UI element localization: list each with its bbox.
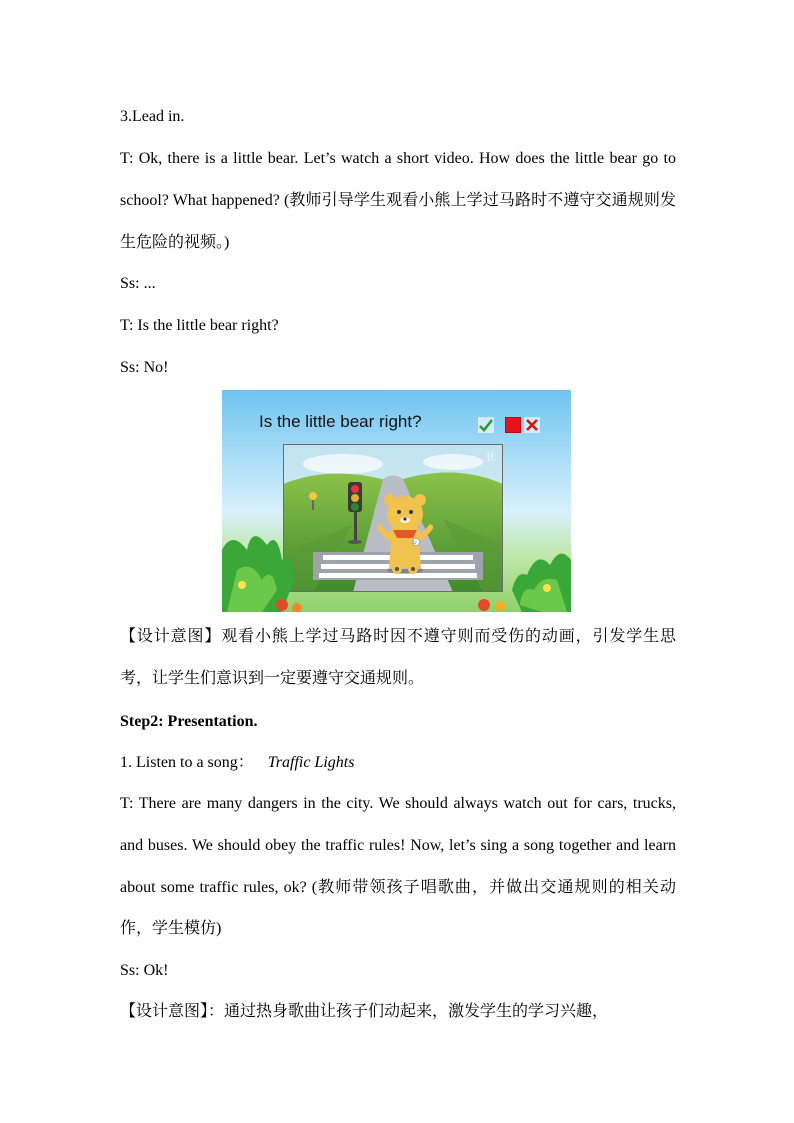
design-intent-2: 【设计意图】：通过热身歌曲让孩子们动起来，激发学生的学习兴趣， — [120, 1003, 609, 1020]
illustration-question: Is the little bear right? — [259, 412, 422, 431]
check-icon — [478, 417, 494, 433]
leaves-decoration — [222, 520, 571, 612]
teacher-line-3: T: There are many dangers in the city. We should always watch out for cars, trucks, and buses. We should obey the traffic rules! Now, let’s sing a song together and learn about some traffic rules, ok? (教师带领孩子唱歌曲，并做出交通规则的相关动作，学生模仿) — [120, 795, 676, 938]
listen-song-label: 1. Listen to a song： — [120, 754, 254, 771]
lesson-illustration — [222, 390, 571, 612]
teacher-line-1: T: Ok, there is a little bear. Let’s watch a short video. How does the little bear go to school? What happened? (教师引导学生观看小熊上学过马路时不遵守交通规则发生危险的视频。) — [120, 150, 676, 251]
students-line-3: Ss: Ok! — [120, 962, 169, 979]
students-line-2: Ss: No! — [120, 359, 169, 376]
cross-icon — [524, 417, 540, 433]
bear-badge: U — [413, 540, 417, 546]
lead-in-heading: 3.Lead in. — [120, 108, 185, 125]
step2-heading: Step2: Presentation. — [120, 713, 258, 730]
students-line-1: Ss: ... — [120, 275, 156, 292]
song-title: Traffic Lights — [267, 754, 355, 771]
red-box-icon — [505, 417, 521, 433]
video-watermark: 优 — [486, 452, 496, 463]
listen-song-line — [120, 753, 354, 773]
teacher-line-2: T: Is the little bear right? — [120, 317, 279, 334]
design-intent-1: 【设计意图】观看小熊上学过马路时因不遵守则而受伤的动画，引发学生思考，让学生们意识到一定要遵守交通规则。 — [120, 628, 676, 687]
